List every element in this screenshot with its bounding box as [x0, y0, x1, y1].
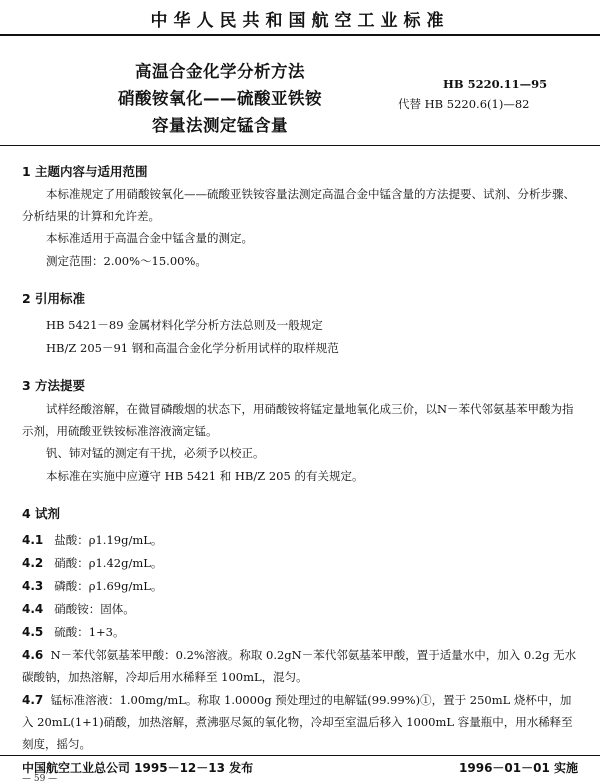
- reagent-item: [22, 689, 578, 755]
- std-title-line1: 高温合金化学分析方法: [135, 62, 305, 81]
- std-title-line3: 容量法测定锰含量: [152, 116, 288, 135]
- page-number: — 59 —: [22, 774, 58, 784]
- reagent-item-text: 硝酸铵：固体。: [54, 602, 135, 616]
- reference-2: HB/Z 205－91 钢和高温合金化学分析用试样的取样规范: [46, 341, 339, 355]
- section-3-heading: 3 方法提要: [22, 378, 86, 393]
- section-4-heading: 4 试剂: [22, 506, 61, 521]
- reagent-item-number: 4.4: [22, 602, 44, 616]
- effective-date: 1996－01－01 实施: [459, 761, 578, 775]
- std-title-line2: 硝酸铵氧化——硫酸亚铁铵: [118, 89, 322, 108]
- reagent-item: [22, 598, 135, 620]
- standard-code: HB 5220.11—95: [443, 77, 548, 91]
- title-rule: [0, 145, 600, 146]
- reagent-item: [22, 621, 125, 643]
- reagent-item-text: 硫酸：1+3。: [54, 625, 125, 639]
- reagent-item: [22, 552, 162, 574]
- replaces-code: 代替 HB 5220.6(1)—82: [398, 97, 530, 111]
- reagent-item-number: 4.3: [22, 579, 44, 593]
- reagent-item-number: 4.1: [22, 533, 44, 547]
- reference-1: HB 5421－89 金属材料化学分析方法总则及一般规定: [46, 318, 323, 332]
- section-2-heading: 2 引用标准: [22, 291, 86, 306]
- section-3-para-3: 本标准在实施中应遵守 HB 5421 和 HB/Z 205 的有关规定。: [46, 469, 364, 483]
- section-1-para-2: 本标准适用于高温合金中锰含量的测定。: [46, 231, 253, 245]
- reagent-item-text: N－苯代邻氨基苯甲酸：0.2%溶液。称取 0.2gN－苯代邻氨基苯甲酸，置于适量水中，加入 0.2g 无水碳酸钠，加热溶解，冷却后用水稀释至 100mL，混匀。: [22, 648, 577, 684]
- reagent-item-text: 盐酸：ρ1.19g/mL。: [54, 533, 163, 547]
- reagent-item-number: 4.5: [22, 625, 44, 639]
- org-title: 中华人民共和国航空工业标准: [150, 11, 450, 31]
- reagent-item-number: 4.2: [22, 556, 44, 570]
- section-1-para-1: 本标准规定了用硝酸铵氧化——硫酸亚铁铵容量法测定高温合金中锰含量的方法提要、试剂、分析步骤、分析结果的计算和允许差。: [22, 187, 575, 223]
- reagent-item-text: 硝酸：ρ1.42g/mL。: [54, 556, 163, 570]
- header-rule: [0, 34, 600, 36]
- issue-date: 中国航空工业总公司 1995－12－13 发布: [22, 761, 254, 775]
- reagent-item-text: 磷酸：ρ1.69g/mL。: [54, 579, 163, 593]
- reagent-item-number: 4.6: [22, 648, 44, 662]
- reagent-item: [22, 529, 162, 551]
- reagent-item-number: 4.7: [22, 693, 44, 707]
- reagent-item-text: 锰标准溶液：1.00mg/mL。称取 1.0000g 预处理过的电解锰(99.99%)①，置于 250mL 烧杯中，加入 20mL(1+1)硝酸，加热溶解，煮沸驱尽氮的氧化物，冷却至室温后移入 1000mL 容量瓶中，用水稀释至刻度，摇匀。: [22, 693, 573, 751]
- footer-rule: [0, 755, 600, 756]
- section-1-heading: 1 主题内容与适用范围: [22, 164, 148, 179]
- section-1-para-3: 测定范围：2.00%～15.00%。: [46, 254, 207, 268]
- section-3-para-1: 试样经酸溶解，在微冒磷酸烟的状态下，用硝酸铵将锰定量地氧化成三价，以N－苯代邻氨基苯甲酸为指示剂，用硫酸亚铁铵标准溶液滴定锰。: [22, 402, 574, 438]
- section-3-para-2: 钒、铈对锰的测定有干扰，必须予以校正。: [46, 446, 265, 460]
- reagent-item: [22, 575, 162, 597]
- reagent-item: [22, 644, 578, 688]
